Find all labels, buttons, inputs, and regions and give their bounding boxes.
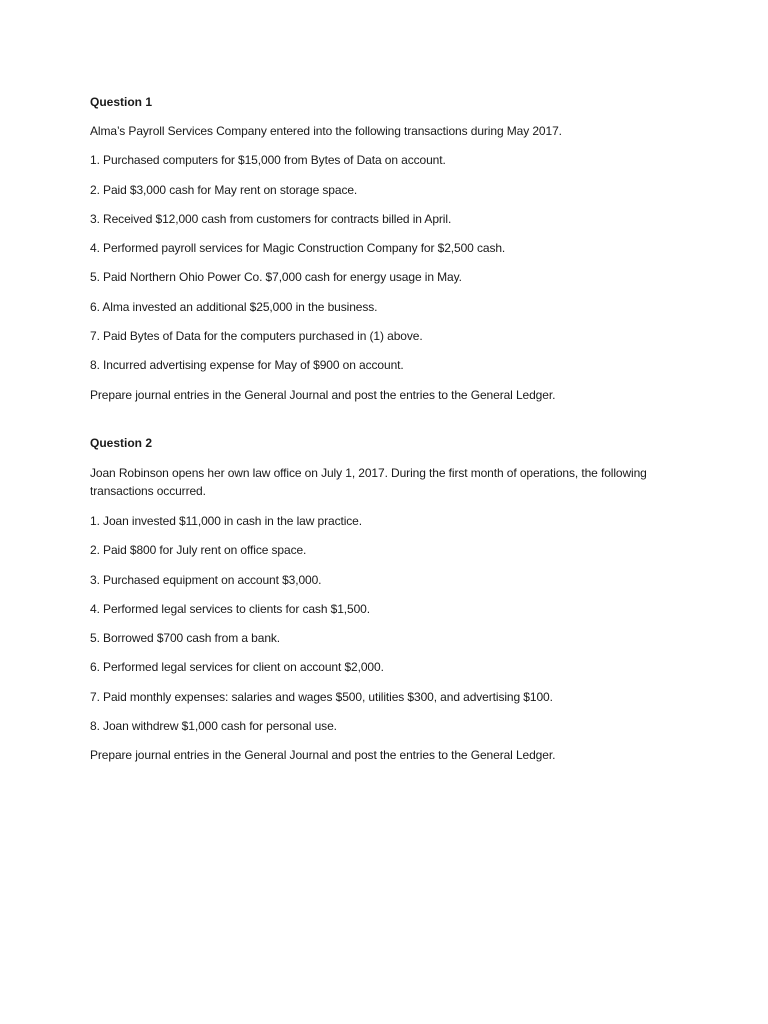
question-1-instruction: Prepare journal entries in the General Journal and post the entries to the General Ledger. [90, 387, 556, 402]
question-1-item: 6. Alma invested an additional $25,000 in the business. [90, 299, 378, 314]
question-1-item: 3. Received $12,000 cash from customers for contracts billed in April. [90, 211, 452, 226]
question-2-instruction: Prepare journal entries in the General Journal and post the entries to the General Ledger. [90, 748, 556, 763]
question-1-item: 4. Performed payroll services for Magic Construction Company for $2,500 cash. [90, 241, 506, 256]
question-2-item: 5. Borrowed $700 cash from a bank. [90, 631, 281, 646]
question-1-item: 5. Paid Northern Ohio Power Co. $7,000 cash for energy usage in May. [90, 270, 462, 285]
question-1-item: 7. Paid Bytes of Data for the computers purchased in (1) above. [90, 329, 423, 344]
question-2-item: 1. Joan invested $11,000 in cash in the law practice. [90, 513, 362, 528]
question-2-section [90, 435, 650, 764]
question-2-item: 6. Performed legal services for client on account $2,000. [90, 660, 384, 675]
question-2-item: 4. Performed legal services to clients for cash $1,500. [90, 601, 370, 616]
question-1-item: 1. Purchased computers for $15,000 from Bytes of Data on account. [90, 153, 446, 168]
question-1-heading: Question 1 [90, 95, 153, 109]
question-2-item: 2. Paid $800 for July rent on office space. [90, 543, 307, 558]
question-2-heading: Question 2 [90, 435, 153, 450]
question-2-intro: Joan Robinson opens her own law office on July 1, 2017. During the first month of operations, the following transactions occurred. [90, 465, 647, 498]
question-1-intro: Alma’s Payroll Services Company entered into the following transactions during May 2017. [90, 124, 562, 138]
question-1-section [90, 94, 650, 403]
question-2-item: 8. Joan withdrew $1,000 cash for personal use. [90, 719, 337, 734]
question-1-item: 2. Paid $3,000 cash for May rent on storage space. [90, 182, 358, 197]
question-2-item: 3. Purchased equipment on account $3,000. [90, 572, 322, 587]
question-2-item: 7. Paid monthly expenses: salaries and wages $500, utilities $300, and advertising $100. [90, 689, 553, 704]
document-page [90, 94, 650, 777]
question-1-item: 8. Incurred advertising expense for May of $900 on account. [90, 358, 404, 373]
